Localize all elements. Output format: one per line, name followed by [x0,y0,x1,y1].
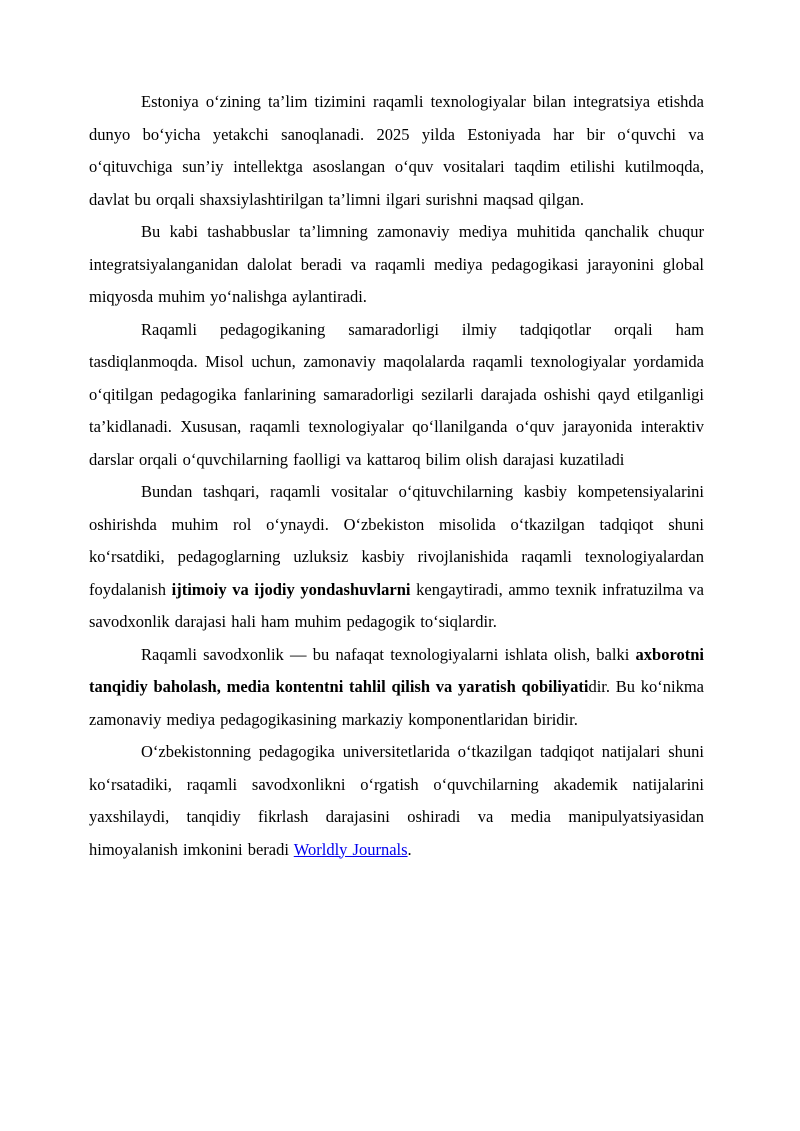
text-run: kengaytiradi, ammo texnik infratuzilma va savodxonlik darajasi hali ham muhim pedagogik to‘siqlardir. [89,579,704,631]
paragraph-kasbiy-kompetensiya [89,476,704,639]
paragraph-raqamli-savodxonlik [89,639,704,737]
text-run: Bundan tashqari, raqamli vositalar o‘qituvchilarning kasbiy kompetensiyalarini oshirishda muhim rol o‘ynaydi. O‘zbekiston misolida o‘tkazilgan tadqiqot shuni ko‘rsatdiki, pedagoglarning uzluksiz kasbiy rivojlanishida raqamli texnologiyalardan foydalanish [89,482,704,599]
document-body [89,86,704,866]
bold-text-run: ijtimoiy va ijodiy yondashuvlarni [171,579,411,599]
paragraph-estoniya [89,86,704,216]
paragraph-samaradorlik [89,314,704,477]
text-run: dir. Bu ko‘nikma zamonaviy mediya pedagogikasining markaziy komponentlaridan biridir. [89,677,704,729]
paragraph-tashabbuslar [89,216,704,314]
worldly-journals-link[interactable]: Worldly Journals [293,839,408,859]
bold-text-run: axborotni tanqidiy baholash, media kontentni tahlil qilish va yaratish qobiliyati [89,644,704,696]
text-run: . [407,839,412,859]
text-run: Bu kabi tashabbuslar ta’limning zamonaviy mediya muhitida qanchalik chuqur integratsiyalanganidan dalolat beradi va raqamli mediya pedagogikasi jarayonini global miqyosda muhim yo‘nalishga aylantiradi. [89,222,704,306]
text-run: Raqamli pedagogikaning samaradorligi ilmiy tadqiqotlar orqali ham tasdiqlanmoqda. Misol uchun, zamonaviy maqolalarda raqamli texnologiyalar yordamida o‘qitilgan pedagogika fanlarining samaradorligi sezilarli darajada oshishi qayd etilganligi ta’kidlanadi. Xususan, raqamli texnologiyalar qo‘llanilganda o‘quv jarayonida interaktiv darslar orqali o‘quvchilarning faolligi va kattaroq bilim olish darajasi kuzatiladi [89,319,704,469]
paragraph-universitet-tadqiqot [89,736,704,866]
text-run: Estoniya o‘zining ta’lim tizimini raqamli texnologiyalar bilan integratsiya etishda dunyo bo‘yicha yetakchi sanoqlanadi. 2025 yilda Estoniyada har bir o‘quvchi va o‘qituvchiga sun’iy intellektga asoslangan o‘quv vositalari taqdim etilishi kutilmoqda, davlat bu orqali shaxsiylashtirilgan ta’limni ilgari surishni maqsad qilgan. [89,92,704,209]
text-run: O‘zbekistonning pedagogika universitetlarida o‘tkazilgan tadqiqot natijalari shuni ko‘rsatadiki, raqamli savodxonlikni o‘rgatish o‘quvchilarning akademik natijalarini yaxshilaydi, tanqidiy fikrlash darajasini oshiradi va media manipulyatsiyasidan himoyalanish imkonini beradi [89,742,704,859]
text-run: Raqamli savodxonlik — bu nafaqat texnologiyalarni ishlata olish, balki [141,644,636,664]
